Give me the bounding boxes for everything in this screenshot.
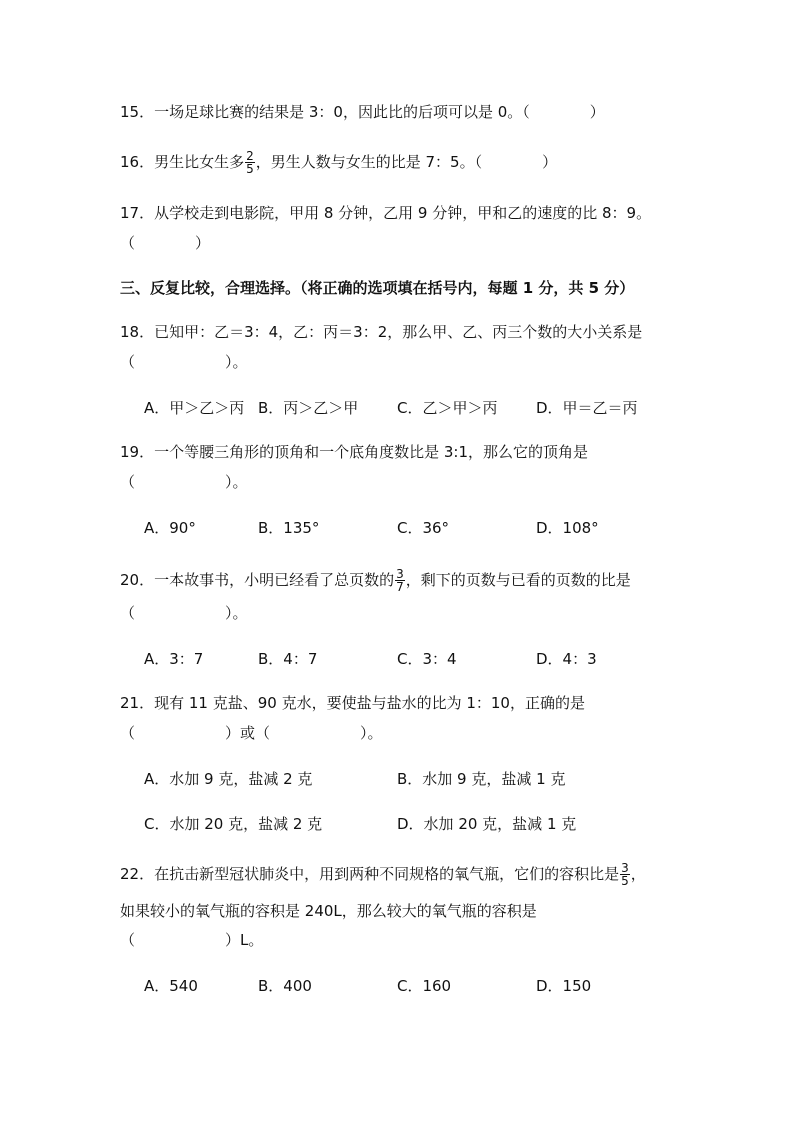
question-20-line2 [120,603,248,623]
question-22-line1 [120,862,646,887]
answer-blank: （ ）或（ ）。 [120,724,383,742]
question-21-line1 [120,693,585,713]
question-19-line2 [120,472,248,492]
q19-option-b[interactable]: B．135° [258,519,320,537]
q18-option-b[interactable]: B．丙＞乙＞甲 [258,399,359,417]
question-15 [120,102,605,122]
q20-option-c[interactable]: C．3：4 [397,650,457,668]
question-20-text-post: ，剩下的页数与已看的页数的比是 [405,571,631,589]
q20-option-a[interactable]: A．3：7 [144,650,204,668]
q22-option-a[interactable]: A．540 [144,977,198,995]
fraction-numerator: 3 [396,567,404,581]
question-19-line1 [120,442,588,462]
q19-option-c[interactable]: C．36° [397,519,450,537]
q18-option-a[interactable]: A．甲＞乙＞丙 [144,399,245,417]
answer-blank: （ ） [120,234,211,252]
q22-option-d[interactable]: D．150 [536,977,592,995]
answer-blank: （ ）。 [120,353,248,371]
question-18-text: 18．已知甲：乙＝3：4，乙：丙＝3：2，那么甲、乙、丙三个数的大小关系是 [120,323,643,341]
question-18-line2 [120,352,248,372]
question-22-text-pre: 22．在抗击新型冠状肺炎中，用到两种不同规格的氧气瓶，它们的容积比是 [120,865,620,883]
question-16-text-pre: 16．男生比女生多 [120,153,245,171]
q18-option-d[interactable]: D．甲＝乙＝丙 [536,399,638,417]
fraction-numerator: 3 [621,861,629,875]
fraction-2-5 [245,150,255,175]
section-3-heading [120,278,634,298]
q21-option-b[interactable]: B．水加 9 克，盐减 1 克 [397,770,566,788]
q22-option-b[interactable]: B．400 [258,977,312,995]
question-17-line2 [120,233,210,253]
q20-option-d[interactable]: D．4：3 [536,650,597,668]
fraction-3-7 [395,568,405,593]
q21-option-d[interactable]: D．水加 20 克，盐减 1 克 [397,815,577,833]
question-19-text: 19．一个等腰三角形的顶角和一个底角度数比是 3:1，那么它的顶角是 [120,443,588,461]
question-15-text: 15．一场足球比赛的结果是 3：0，因此比的后项可以是 0。（ ） [120,103,605,121]
question-22-text-2: 如果较小的氧气瓶的容积是 240L，那么较大的氧气瓶的容积是 [120,902,537,920]
q22-option-c[interactable]: C．160 [397,977,452,995]
question-18-line1 [120,322,642,342]
question-20-line1 [120,568,631,593]
section-heading-text: 三、反复比较，合理选择。（将正确的选项填在括号内，每题 1 分，共 5 分） [120,279,635,297]
q18-option-c[interactable]: C．乙＞甲＞丙 [397,399,498,417]
q21-option-c[interactable]: C．水加 20 克，盐减 2 克 [144,815,323,833]
fraction-3-5 [620,862,630,887]
q19-option-d[interactable]: D．108° [536,519,599,537]
fraction-numerator: 2 [246,149,254,163]
question-22-line3 [120,930,263,950]
q21-option-a[interactable]: A．水加 9 克，盐减 2 克 [144,770,313,788]
answer-blank: （ ）。 [120,473,248,491]
answer-blank: （ ）。 [120,604,248,622]
question-16 [120,150,557,175]
fraction-denominator: 7 [396,580,404,594]
q19-option-a[interactable]: A．90° [144,519,196,537]
question-17-line1 [120,203,651,223]
q20-option-b[interactable]: B．4：7 [258,650,318,668]
fraction-denominator: 5 [621,874,629,888]
question-20-text-pre: 20．一本故事书，小明已经看了总页数的 [120,571,395,589]
answer-blank: （ ）L。 [120,931,264,949]
question-22-text-post: ， [630,865,646,883]
question-21-line2 [120,723,383,743]
question-21-text: 21．现有 11 克盐、90 克水，要使盐与盐水的比为 1：10，正确的是 [120,694,585,712]
question-17-text: 17．从学校走到电影院，甲用 8 分钟，乙用 9 分钟，甲和乙的速度的比 8：9。 [120,204,652,222]
question-16-text-post: ，男生人数与女生的比是 7：5。（ ） [255,153,558,171]
question-22-line2 [120,901,537,921]
fraction-denominator: 5 [246,162,254,176]
